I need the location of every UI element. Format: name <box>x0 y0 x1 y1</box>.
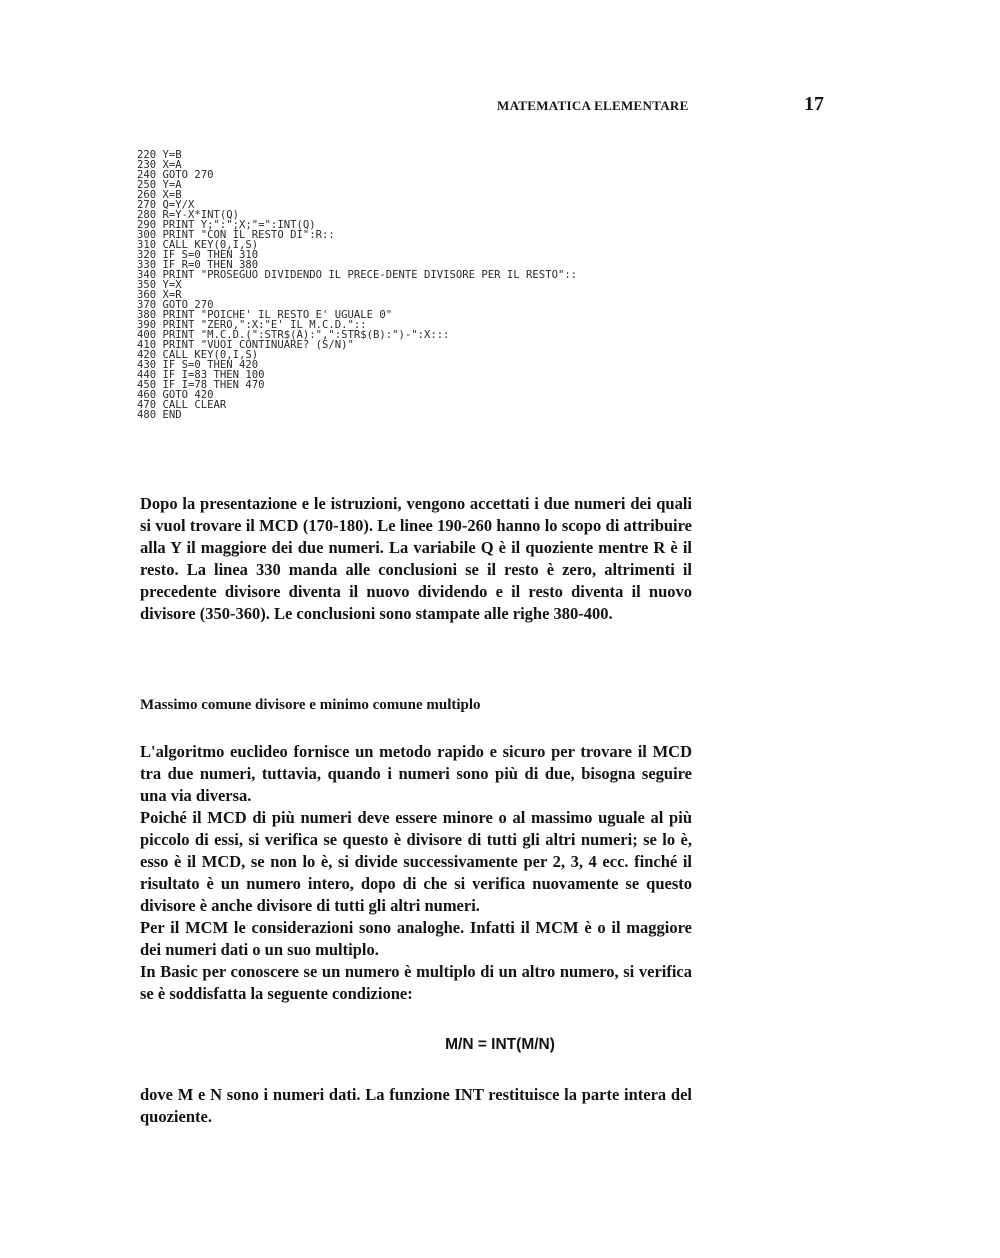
paragraph-mcm: Per il MCM le considerazioni sono analoghe. Infatti il MCM è o il maggiore dei numeri dati o un suo multiplo. <box>140 918 692 959</box>
code-line: 280 R=Y-X*INT(Q) <box>137 209 240 221</box>
code-line: 300 PRINT "CON IL RESTO DI":R:: <box>137 229 335 241</box>
code-line: 330 IF R=0 THEN 380 <box>137 259 259 271</box>
code-line: 230 X=A <box>137 159 182 171</box>
code-line: 450 IF I=78 THEN 470 <box>137 379 265 391</box>
paragraph-text: dove M e N sono i numeri dati. La funzione INT restituisce la parte intera del quoziente. <box>140 1085 692 1126</box>
code-line: 410 PRINT "VUOI CONTINUARE? (S/N)" <box>137 339 354 351</box>
code-line: 270 Q=Y/X <box>137 199 195 211</box>
code-line: 260 X=B <box>137 189 182 201</box>
code-line: 240 GOTO 270 <box>137 169 214 181</box>
paragraph-explanation <box>140 493 692 625</box>
code-line: 420 CALL KEY(0,I,S) <box>137 349 259 361</box>
code-line: 400 PRINT "M.C.D.(":STR$(A):",":STR$(B):")-":X::: <box>137 329 450 341</box>
basic-listing <box>137 150 857 420</box>
running-head: MATEMATICA ELEMENTARE <box>497 98 689 113</box>
code-line: 430 IF S=0 THEN 420 <box>137 359 259 371</box>
code-line: 310 CALL KEY(0,I,S) <box>137 239 259 251</box>
code-line: 480 END <box>137 409 182 421</box>
code-line: 220 Y=B <box>137 149 182 161</box>
code-line: 340 PRINT "PROSEGUO DIVIDENDO IL PRECE-DENTE DIVISORE PER IL RESTO":: <box>137 269 578 281</box>
page-number: 17 <box>804 93 824 115</box>
code-line: 440 IF I=83 THEN 100 <box>137 369 265 381</box>
paragraph-closing <box>140 1084 692 1128</box>
paragraph-mcd: Poiché il MCD di più numeri deve essere minore o al massimo uguale al più piccolo di essi, si verifica se questo è divisore di tutti gli altri numeri; se lo è, esso è il MCD, se non lo è, si divide successivamente per 2, 3, 4 ecc. finché il risultato è un numero intero, dopo di che si verifica nuovamente se questo divisore è anche divisore di tutti gli altri numeri. <box>140 808 692 915</box>
paragraph-text: Dopo la presentazione e le istruzioni, vengono accettati i due numeri dei quali si vuol trovare il MCD (170-180). Le linee 190-260 hanno lo scopo di attribuire alla Y il maggiore dei due numeri. La variabile Q è il quoziente mentre R è il resto. La linea 330 manda alle conclusioni se il resto è zero, altrimenti il precedente divisore diventa il nuovo dividendo e il resto diventa il nuovo divisore (350-360). Le conclusioni sono stampate alle righe 380-400. <box>140 494 692 623</box>
code-line: 370 GOTO 270 <box>137 299 214 311</box>
code-line: 470 CALL CLEAR <box>137 399 227 411</box>
section-title: Massimo comune divisore e minimo comune multiplo <box>140 697 481 713</box>
code-line: 350 Y=X <box>137 279 182 291</box>
formula: M/N = INT(M/N) <box>445 1036 555 1053</box>
paragraph-section-body <box>140 741 692 1005</box>
code-line: 290 PRINT Y;":";X;"=":INT(Q) <box>137 219 316 231</box>
paragraph-basic: In Basic per conoscere se un numero è multiplo di un altro numero, si verifica se è soddisfatta la seguente condizione: <box>140 962 692 1003</box>
code-line: 360 X=R <box>137 289 182 301</box>
code-line: 380 PRINT "POICHE' IL RESTO E' UGUALE 0" <box>137 309 393 321</box>
paragraph-euclid: L'algoritmo euclideo fornisce un metodo rapido e sicuro per trovare il MCD tra due numeri, tuttavia, quando i numeri sono più di due, bisogna seguire una via diversa. <box>140 742 692 805</box>
code-line: 250 Y=A <box>137 179 182 191</box>
code-line: 460 GOTO 420 <box>137 389 214 401</box>
code-line: 390 PRINT "ZERO,":X:"E' IL M.C.D.":: <box>137 319 367 331</box>
code-line: 320 IF S=0 THEN 310 <box>137 249 259 261</box>
